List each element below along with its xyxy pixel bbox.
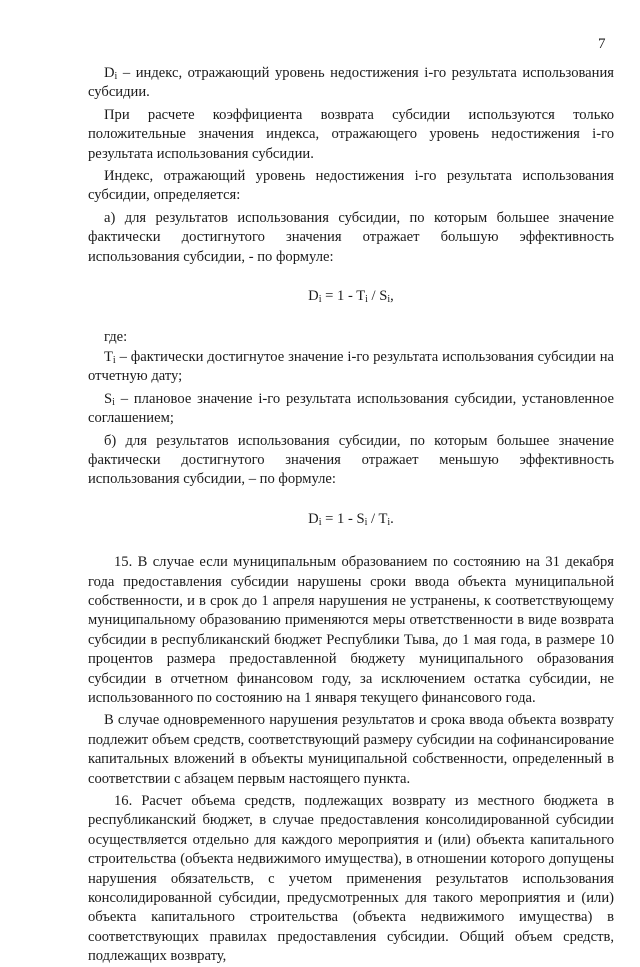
formula-2-div: /	[367, 510, 379, 527]
formula-1-a-sub: i	[365, 294, 368, 306]
paragraph-where: где:	[104, 329, 128, 346]
formula-2-lhs-sub: i	[318, 516, 322, 528]
paragraph-s-definition	[88, 390, 614, 429]
paragraph-section-16: 16. Расчет объема средств, подлежащих возврату из местного бюджета в республиканский бюджет, в случае предоставления консолидированной субсидии осуществляется отдельно для каждого мероприятия и (или) объекта капитального строительства (объекта недвижимого имущества), в отношении которого допущены нарушения обязательств, с учетом применения результатов использования консолидированной субсидии, предусмотренных для такого мероприятия и (или) объекта капитального строительства (объекта недвижимого имущества) в соответствующих правилах предоставления субсидии. Общий объем средств, подлежащих возврату,	[88, 793, 614, 965]
page-number: 7	[598, 36, 606, 52]
formula-2-end: .	[390, 510, 394, 527]
formula-2-eq: = 1 -	[321, 510, 357, 527]
formula-2-a-sub: i	[364, 516, 368, 528]
formula-1	[88, 287, 614, 306]
formula-2-b: T	[378, 510, 388, 527]
paragraph-case-b: б) для результатов использования субсидии, по которым большее значение фактически достигнутого значения отражает меньшую эффективность использования субсидии, – по формуле:	[88, 432, 614, 488]
paragraph-index-defined: Индекс, отражающий уровень недостижения i-го результата использования субсидии, определяется:	[88, 168, 614, 204]
subscript-i: i	[112, 354, 116, 366]
symbol-d: D	[104, 65, 115, 81]
symbol-t: T	[104, 348, 113, 365]
formula-1-b: S	[379, 288, 388, 305]
document-body	[88, 64, 614, 967]
paragraph-positive-values: При расчете коэффициента возврата субсидии используются только положительные значения индекса, отражающего уровень недостижения i-го результата использования субсидии.	[88, 106, 614, 162]
paragraph-t-definition	[88, 348, 614, 387]
paragraph-d-index-text: – индекс, отражающий уровень недостижения i-го результата использования субсидии.	[88, 65, 614, 101]
subscript-i: i	[114, 71, 118, 82]
paragraph-t-definition-text: – фактически достигнутое значение i-го результата использования субсидии на отчетную дату;	[88, 348, 615, 385]
paragraph-section-15: 15. В случае если муниципальным образованием по состоянию на 31 декабря года предоставления субсидии нарушены сроки ввода объекта муниципальной собственности, и в срок до 1 апреля нарушения не устранены, к соответствующему муниципальному образованию применяются меры ответственности в виде возврата субсидии в республиканский бюджет Республики Тыва, до 1 мая года, в размере 10 процентов размера предоставленной бюджету муниципального образования субсидии в отчетном финансовом году, за исключением остатка субсидии, не использованного по состоянию на 1 января текущего финансового года.	[88, 554, 614, 706]
paragraph-case-a: а) для результатов использования субсидии, по которым большее значение фактически достигнутого значения отражает большую эффективность использования субсидии, - по формуле:	[88, 209, 614, 265]
formula-2-lhs: D	[308, 510, 319, 527]
subscript-i: i	[112, 396, 115, 408]
paragraph-s-definition-text: – плановое значение i-го результата использования субсидии, установленное соглашением;	[88, 390, 614, 427]
formula-1-end: ,	[390, 288, 394, 305]
symbol-s: S	[104, 390, 113, 407]
formula-1-div: /	[367, 288, 380, 305]
formula-2	[88, 510, 614, 529]
formula-1-lhs-sub: i	[318, 294, 322, 306]
paragraph-section-15-continued: В случае одновременного нарушения результатов и срока ввода объекта возврату подлежит объем средств, соответствующий размеру субсидии на софинансирование капитальных вложений в объекты муниципальной собственности, определенный в соответствии с абзацем первым настоящего пункта.	[88, 712, 614, 787]
formula-1-a: T	[356, 288, 366, 305]
paragraph-d-index	[88, 64, 614, 103]
formula-1-b-sub: i	[387, 294, 391, 306]
formula-1-eq: = 1 -	[321, 288, 357, 305]
formula-1-lhs: D	[308, 288, 319, 305]
formula-2-a: S	[356, 510, 365, 527]
formula-2-b-sub: i	[387, 516, 391, 528]
